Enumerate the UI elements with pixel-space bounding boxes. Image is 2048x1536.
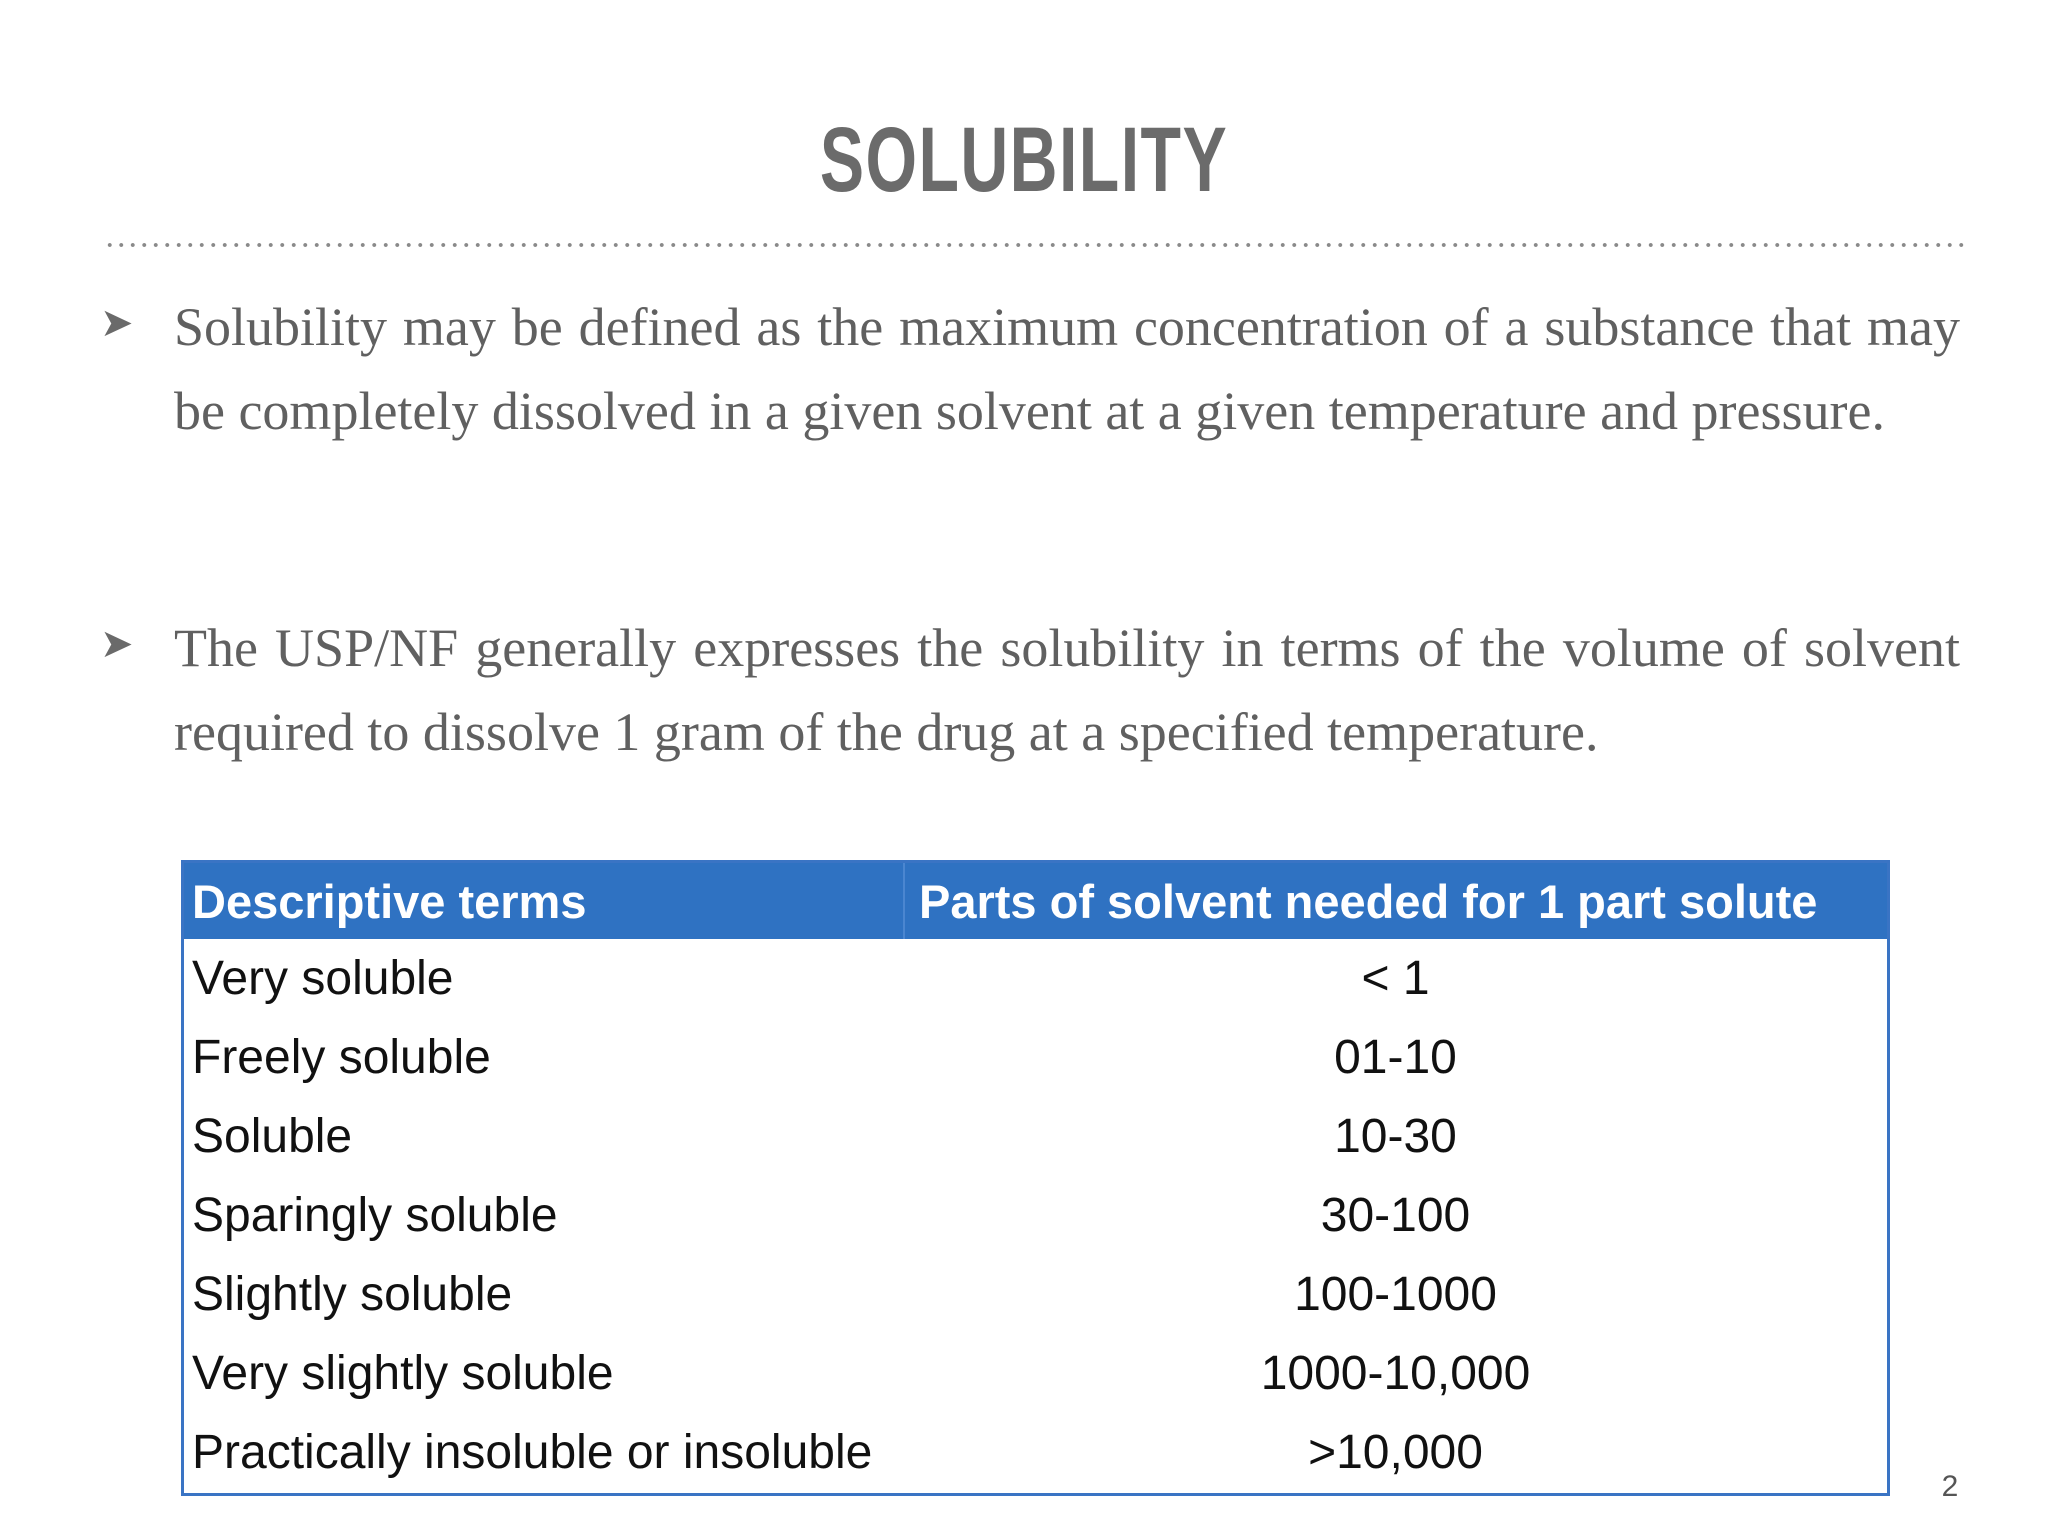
term-cell: Slightly soluble bbox=[192, 1268, 513, 1321]
table-row bbox=[184, 1255, 1887, 1334]
table-row bbox=[184, 1097, 1887, 1176]
term-cell: Freely soluble bbox=[192, 1031, 491, 1084]
page-number: 2 bbox=[1941, 1470, 1959, 1503]
solubility-table bbox=[181, 860, 1890, 1496]
header-parts-of-solvent: Parts of solvent needed for 1 part solute bbox=[904, 863, 1887, 939]
table-row bbox=[184, 1413, 1887, 1492]
table-row bbox=[184, 1018, 1887, 1097]
term-cell: Practically insoluble or insoluble bbox=[192, 1426, 873, 1479]
parts-cell: < 1 bbox=[1361, 952, 1430, 1005]
title-divider bbox=[104, 243, 1964, 247]
slide-title: SOLUBILITY bbox=[819, 109, 1229, 211]
table-row bbox=[184, 1176, 1887, 1255]
table-row bbox=[184, 1334, 1887, 1413]
bullet-text-usp-nf: The USP/NF generally expresses the solubility in terms of the volume of solvent required to dissolve 1 gram of the drug at a specified temperature. bbox=[174, 618, 1960, 762]
parts-cell: 100-1000 bbox=[1294, 1268, 1497, 1321]
term-cell: Sparingly soluble bbox=[192, 1189, 558, 1242]
parts-cell: 30-100 bbox=[1320, 1189, 1471, 1242]
term-cell: Very slightly soluble bbox=[192, 1347, 614, 1400]
bullet-text-definition: Solubility may be defined as the maximum concentration of a substance that may be completely dissolved in a given solvent at a given temperature and pressure. bbox=[174, 297, 1960, 441]
parts-cell: 10-30 bbox=[1334, 1110, 1457, 1163]
table-header-row bbox=[184, 863, 1887, 939]
table-row bbox=[184, 939, 1887, 1018]
parts-cell: 01-10 bbox=[1334, 1031, 1457, 1084]
bullet-arrow-icon: ➤ bbox=[100, 300, 134, 346]
bullet-arrow-icon: ➤ bbox=[100, 621, 134, 667]
parts-cell: 1000-10,000 bbox=[1260, 1347, 1531, 1400]
term-cell: Very soluble bbox=[192, 952, 454, 1005]
parts-cell: >10,000 bbox=[1308, 1426, 1483, 1479]
header-descriptive-terms: Descriptive terms bbox=[184, 863, 904, 939]
term-cell: Soluble bbox=[192, 1110, 353, 1163]
